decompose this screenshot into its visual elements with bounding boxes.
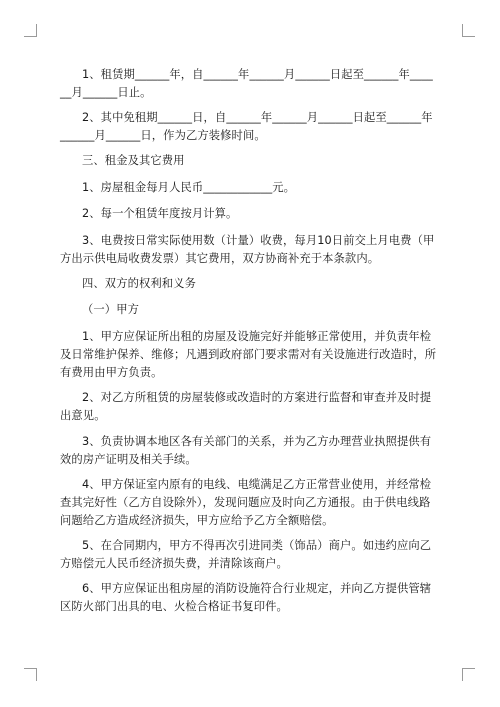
paragraph-party-a-3: 3、负责协调本地区各有关部门的关系，并为乙方办理营业执照提供有效的房产证明及相关手续。: [60, 435, 432, 466]
paragraph-party-a-4: 4、甲方保证室内原有的电线、电缆满足乙方正常营业使用，并经常检查其完好性（乙方自设除外），发现问题应及时向乙方通报。由于供电线路问题给乙方造成经济损失，甲方应给予乙方全额赔偿。: [60, 478, 432, 527]
crop-mark-top-left: [24, 24, 37, 37]
paragraph-party-a-5: 5、在合同期内，甲方不得再次引进同类（饰品）商户。如违约应向乙方赔偿元人民币经济损失费，并清除该商户。: [60, 539, 432, 570]
paragraph-party-a-1: 1、甲方应保证所出租的房屋及设施完好并能够正常使用，并负责年检及日常维护保养、维修；凡遇到政府部门要求需对有关设施进行改造时，所有费用由甲方负责。: [60, 329, 437, 379]
paragraph-monthly-rent: 1、房屋租金每月人民币____________元。: [82, 180, 296, 194]
paragraph-rent-year: 2、每一个租赁年度按月计算。: [82, 207, 238, 220]
paragraph-lease-term: 1、租赁期______年，自______年______月______日起至______年______月______日止。: [60, 68, 433, 99]
crop-mark-top-right: [462, 24, 475, 37]
paragraph-party-a-2: 2、对乙方所租赁的房屋装修或改造时的方案进行监督和审查并及时提出意见。: [60, 390, 432, 422]
paragraph-party-a-6: 6、甲方应保证出租房屋的消防设施符合行业规定，并向乙方提供管辖区防火部门出具的电、火检合格证书复印件。: [60, 582, 432, 613]
section-heading-rent: 三、租金及其它费用: [82, 154, 185, 167]
crop-mark-bottom-left: [24, 668, 37, 681]
document-body: [60, 66, 438, 623]
paragraph-electricity: 3、电费按日常实际使用数（计量）收费，每月10日前交上月电费（甲方出示供电局收费发票）其它费用，双方协商补充于本条款内。: [60, 233, 435, 265]
paragraph-rent-free-period: 2、其中免租期______日，自______年______月______日起至______年______月______日，作为乙方装修时间。: [60, 111, 433, 142]
subheading-party-a: （一）甲方: [82, 303, 139, 316]
section-heading-rights: 四、双方的权利和义务: [82, 276, 196, 290]
crop-mark-bottom-right: [462, 668, 475, 681]
